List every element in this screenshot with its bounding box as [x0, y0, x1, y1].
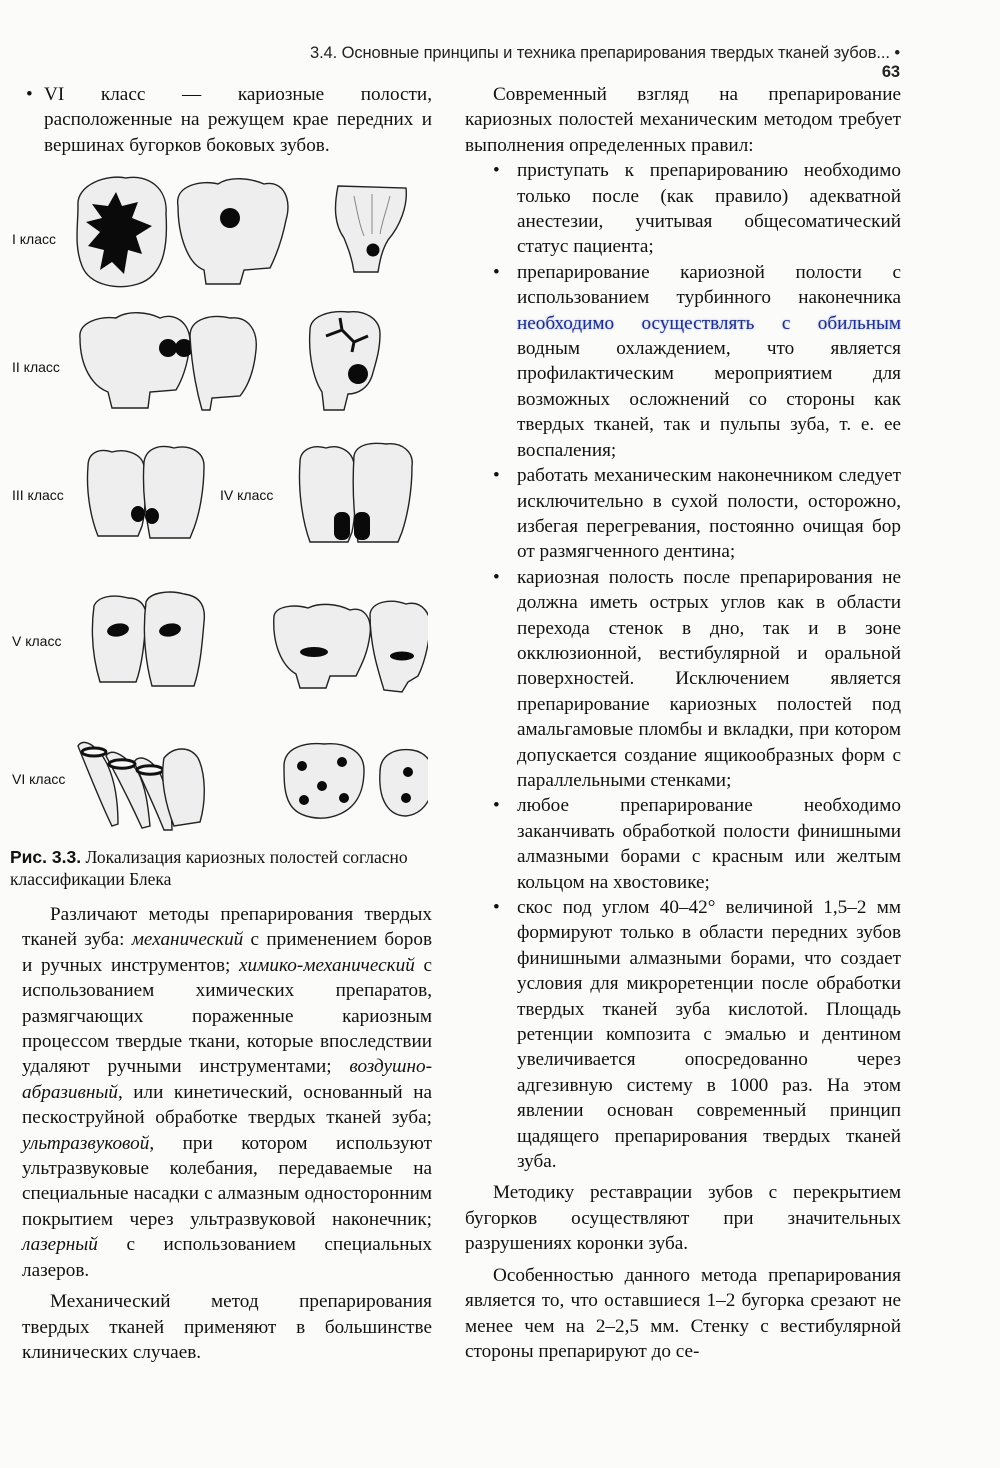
- tooth-class1-lingual: [336, 186, 407, 272]
- mechanical-method-paragraph: Механический метод препарирования твердых тканей применяют в большинстве клинических случаев.: [22, 1291, 432, 1363]
- label-class-4: IV класс: [220, 487, 274, 503]
- header-bullet: •: [894, 44, 900, 62]
- caption-text: Локализация кариозных полостей согласно классификации Блека: [10, 847, 408, 889]
- rule-item: • препарирование кариозной полости с использованием турбинного наконечника необходимо осуществлять с обильным водным охлаждением, что является профилактическим мероприятием для возможных осложнений со стороны как твердых тканей, так и пульпы зуба, т. е. ее воспаления;: [465, 260, 901, 463]
- label-class-2: II класс: [12, 359, 60, 375]
- rules-intro: Современный взгляд на препарирование кариозных полостей механическим методом требует выполнения определенных правил:: [465, 84, 901, 156]
- label-class-6: VI класс: [12, 771, 66, 787]
- label-class-1: I класс: [12, 231, 57, 247]
- rule-item: • любое препарирование необходимо заканчивать обработкой полости финишными алмазными борами с красным или желтым кольцом на хвостовике;: [465, 793, 901, 895]
- rule-item: • кариозная полость после препарирования не должна иметь острых углов как в области перехода стенок в дно, так и в зоне окклюзионной, вестибулярной и оральной поверхностей. Исключением является препарирование кариозных полостей под амальгамовые пломбы и вкладки, при котором допускается создание ящикообразных форм с параллельными стенками;: [465, 565, 901, 794]
- tooth-class1-occlusal: [77, 177, 166, 286]
- tooth-class6-premolar-occlusal: [380, 750, 428, 816]
- tooth-class5-left: [92, 596, 146, 682]
- tooth-class2-molar: [80, 313, 193, 408]
- tooth-class6-incisors: [78, 742, 204, 830]
- tooth-class3-left: [87, 451, 145, 536]
- tooth-class2-occlusal: [310, 312, 380, 410]
- tooth-class5-premolar: [370, 601, 428, 692]
- rule-item: • приступать к препарированию необходимо только после (как правило) адекватной анестезии, учитывая общесоматический статус пациента;: [465, 158, 901, 260]
- rule-item: • работать механическим наконечником следует исключительно в сухой полости, осторожно, избегая перегревания, постоянно очищая бор от размягченного дентина;: [465, 463, 901, 565]
- tooth-class5-right: [144, 592, 204, 686]
- tooth-class1-buccal: [178, 179, 288, 284]
- tooth-class4-left: [299, 447, 355, 542]
- tooth-class6-molar-occlusal: [284, 744, 364, 818]
- running-header: [290, 44, 900, 81]
- figure-black-classification: [8, 166, 428, 836]
- restoration-paragraph: Методику реставрации зубов с перекрытием бугорков осуществляют при значительных разрушениях коронки зуба.: [465, 1182, 901, 1255]
- right-column: [465, 82, 901, 1364]
- label-class-5: V класс: [12, 633, 62, 649]
- tooth-class3-right: [143, 447, 204, 538]
- page-number: 63: [881, 63, 900, 81]
- tooth-class2-premolar: [190, 317, 256, 410]
- tooth-class4-right: [353, 443, 412, 542]
- highlighted-text: необходимо осуществлять с обильным: [517, 312, 901, 334]
- tooth-class5-molar: [274, 604, 371, 688]
- figure-caption: [10, 846, 430, 890]
- method-feature-paragraph: Особенностью данного метода препарирования является то, что оставшиеся 1–2 бугорка срезают не менее чем на 2–2,5 мм. Стенку с вестибулярной стороны препарируют до се-: [465, 1264, 901, 1362]
- class6-item: • VI класс — кариозные полости, расположенные на режущем крае передних и вершинах бугорков боковых зубов.: [22, 82, 432, 158]
- label-class-3: III класс: [12, 487, 64, 503]
- header-title: 3.4. Основные принципы и техника препарирования твердых тканей зубов...: [310, 44, 890, 62]
- left-column: [22, 82, 432, 158]
- caption-label: Рис. 3.3.: [10, 847, 82, 867]
- left-column-text: [22, 902, 432, 1365]
- methods-paragraph: Различают методы препарирования твердых тканей зуба: механический с применением боров и ручных инструментов; химико-механический с использованием химических препаратов, размягчающих пораженные кариозным процессом твердые ткани, которые впоследствии удаляют ручными инструментами; воздушно-абразивный, или кинетический, основанный на пескоструйной обработке твердых тканей зуба; ультразвуковой, при котором используют ультразвуковые колебания, передаваемые на специальные насадки с алмазным односторонним покрытием через ультразвуковой наконечник; лазерный с использованием специальных лазеров.: [22, 904, 432, 1281]
- rule-item: • скос под углом 40–42° величиной 1,5–2 мм формируют только в области передних зубов финишными алмазными борами, что создает условия для микроретенции после обработки твердых тканей зуба кислотой. Площадь ретенции композита с эмалью и дентином увеличивается опосредованно через адгезивную систему в 1000 раз. На этом явлении основан современный принцип щадящего препарирования твердых тканей зуба.: [465, 895, 901, 1174]
